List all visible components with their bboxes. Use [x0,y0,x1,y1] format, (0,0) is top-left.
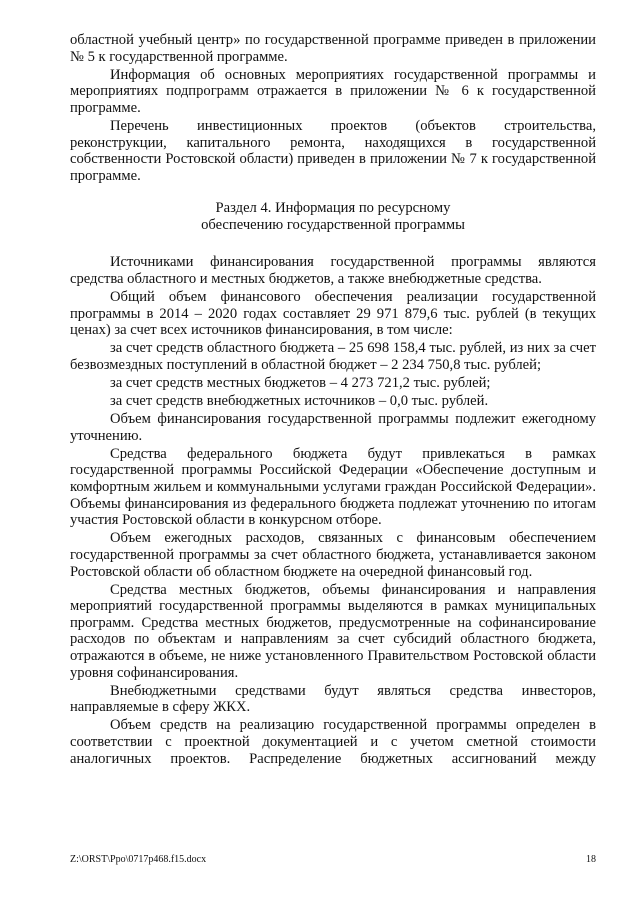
paragraph: областной учебный центр» по государственной программе приведен в приложении № 5 к государственной программе. [70,32,596,65]
paragraph: Объем финансирования государственной программы подлежит ежегодному уточнению. [70,411,596,444]
paragraph: Информация об основных мероприятиях государственной программы и мероприятиях подпрограмм отражается в приложении № 6 к государственной программе. [70,66,596,116]
paragraph: Объем средств на реализацию государственной программы определен в соответствии с проектной документацией и с учетом сметной стоимости аналогичных проектов. Распределение бюджетных ассигнований между [70,717,596,767]
paragraph: Общий объем финансового обеспечения реализации государственной программы в 2014 – 2020 годах составляет 29 971 879,6 тыс. рублей (в текущих ценах) за счет всех источников финансирования, в том числе: [70,289,596,339]
paragraph: Средства местных бюджетов, объемы финансирования и направления мероприятий государственной программы выделяются в рамках муниципальных программ. Средства местных бюджетов, предусмотренные на софинансирование расходов по объектам и направлениям за счет субсидий областного бюджета, отражаются в объеме, не ниже установленного Правительством Ростовской области уровня софинансирования. [70,581,596,681]
paragraph: за счет средств областного бюджета – 25 698 158,4 тыс. рублей, из них за счет безвозмездных поступлений в областной бюджет – 2 234 750,8 тыс. рублей; [70,340,596,373]
body-text [70,32,596,767]
paragraph: Внебюджетными средствами будут являться средства инвесторов, направляемые в сферу ЖКХ. [70,682,596,716]
section-heading-line: Раздел 4. Информация по ресурсному [215,200,451,217]
paragraph: за счет средств внебюджетных источников – 0,0 тыс. рублей. [110,393,489,410]
paragraph: Объем ежегодных расходов, связанных с финансовым обеспечением государственной программы за счет областного бюджета, устанавливается законом Ростовской области об областном бюджете на очередной финансовый год. [70,530,596,580]
footer-file-path: Z:\ORST\Ppo\0717p468.f15.docx [70,854,207,865]
page-number: 18 [586,854,596,865]
paragraph: за счет средств местных бюджетов – 4 273 721,2 тыс. рублей; [110,375,491,391]
paragraph: Перечень инвестиционных проектов (объектов строительства, реконструкции, капитального ремонта, находящихся в государственной собственности Ростовской области) приведен в приложении № 7 к государственной программе. [70,117,596,184]
paragraph: Средства федерального бюджета будут привлекаться в рамках государственной программы Российской Федерации «Обеспечение доступным и комфортным жильем и коммунальными услугами граждан Российской Федерации». Объемы финансирования из федерального бюджета подлежат уточнению по итогам участия Ростовской области в конкурсном отборе. [70,445,596,529]
section-heading-line: обеспечению государственной программы [201,217,465,234]
section-heading [70,200,596,234]
paragraph: Источниками финансирования государственной программы являются средства областного и местных бюджетов, а также внебюджетные средства. [70,254,596,287]
